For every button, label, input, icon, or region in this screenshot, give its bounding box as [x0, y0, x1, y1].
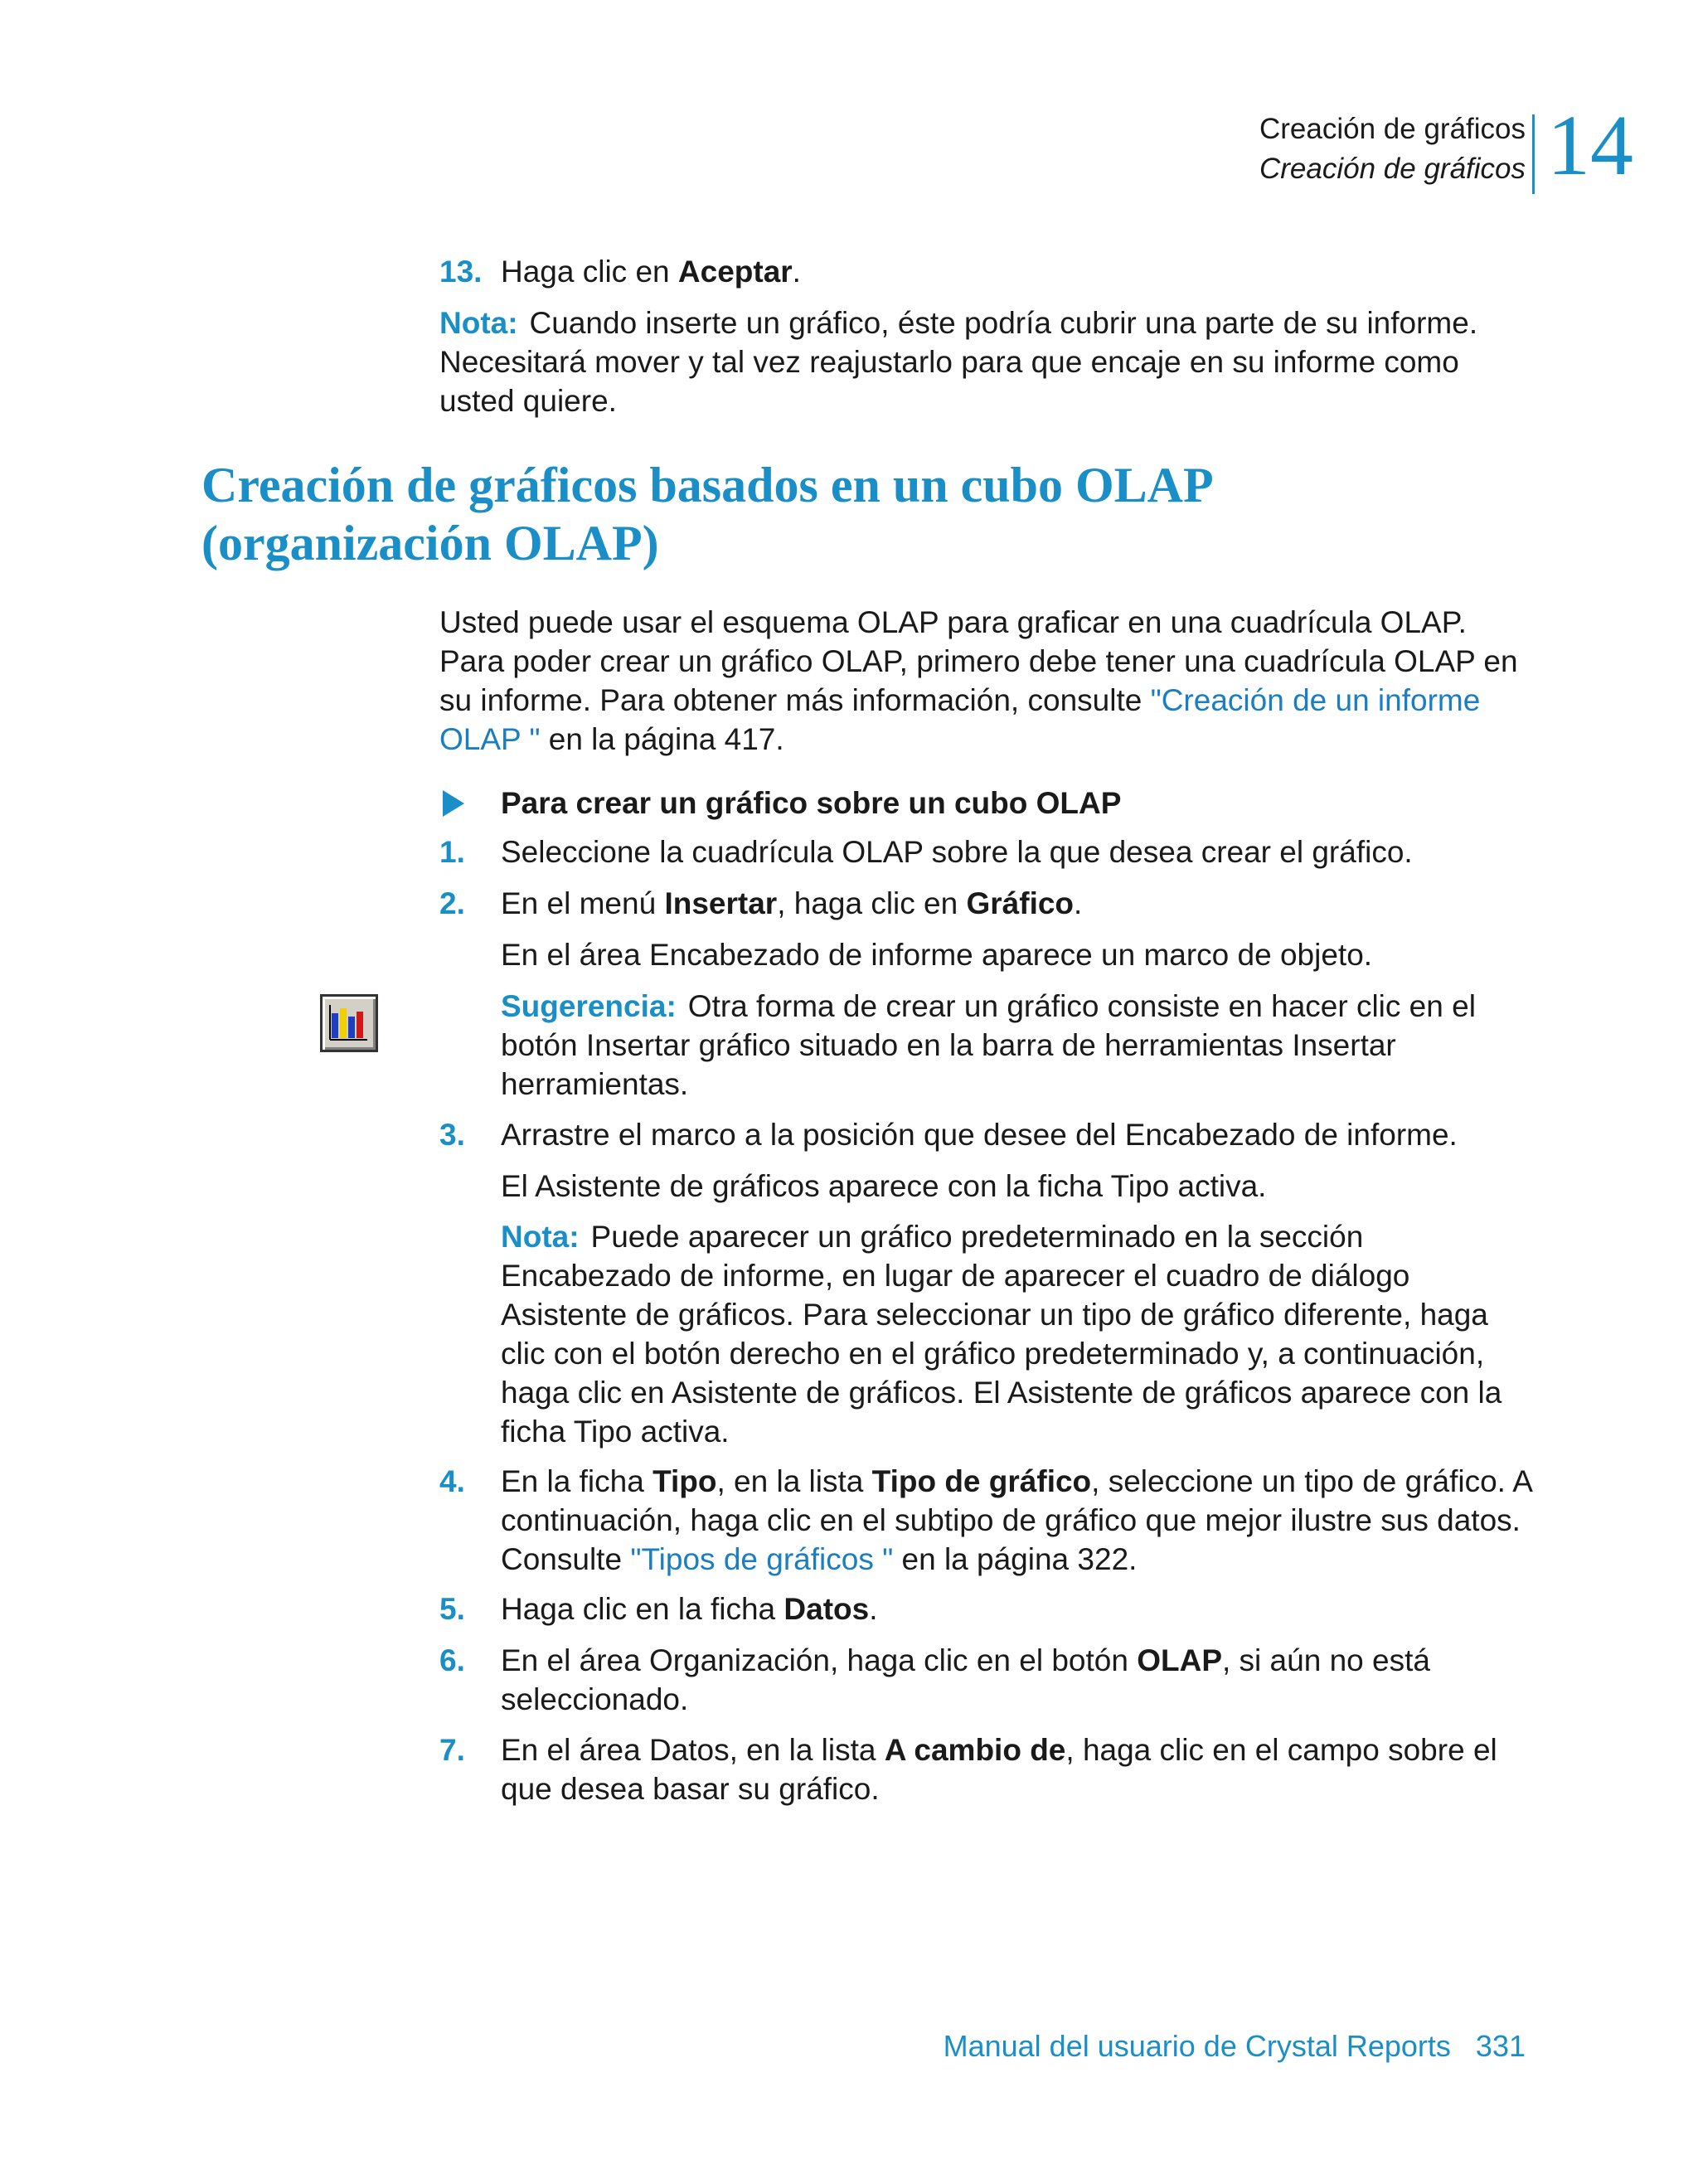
step-5-text: Haga clic en la ficha Datos. [501, 1592, 878, 1626]
chart-types-link[interactable]: "Tipos de gráficos " [630, 1542, 894, 1576]
step-13-number: 13. [439, 255, 483, 289]
step-7-text: En el área Datos, en la lista A cambio de, haga clic en el campo sobre el que desea basar su gráfico. [501, 1733, 1497, 1806]
running-header-section: Creación de gráficos [1259, 113, 1526, 145]
page-footer [944, 2026, 1526, 2066]
chapter-number: 14 [1547, 98, 1633, 193]
step-2-number: 2. [439, 886, 465, 920]
tip [501, 987, 1534, 1104]
procedure-title: Para crear un gráfico sobre un cubo OLAP [501, 786, 1122, 820]
step-13-text: Haga clic en Aceptar. [501, 255, 801, 289]
step-4-text: En la ficha Tipo, en la lista Tipo de gráfico, seleccione un tipo de gráfico. A continuación, haga clic en el subtipo de gráfico que mejor ilustre sus datos. Consulte "Tipos de gráficos " en la página 322. [501, 1464, 1531, 1576]
running-header [1259, 109, 1526, 189]
step-5-number: 5. [439, 1592, 465, 1626]
tip-label: Sugerencia: [501, 989, 677, 1023]
note-2 [501, 1217, 1534, 1451]
step-1-number: 1. [439, 835, 465, 869]
aceptar-label: Aceptar [677, 255, 793, 289]
note-1-text: Cuando inserte un gráfico, éste podría cubrir una parte de su informe. Necesitará mover y tal vez reajustarlo para que encaje en su informe como usted quiere. [439, 306, 1478, 418]
tip-text: Otra forma de crear un gráfico consiste en hacer clic en el botón Insertar gráfico situado en la barra de herramientas Insertar herramientas. [501, 989, 1476, 1101]
note-1 [439, 303, 1534, 420]
note-label: Nota: [439, 306, 518, 340]
step-3-text: Arrastre el marco a la posición que desee del Encabezado de informe. [501, 1118, 1458, 1152]
chapter-divider [1532, 114, 1535, 194]
olap-report-link[interactable]: "Creación de un informe OLAP " [439, 683, 1481, 756]
procedure-arrow-icon [443, 790, 464, 817]
step-7-number: 7. [439, 1733, 465, 1767]
running-header-subsection: Creación de gráficos [1259, 153, 1526, 185]
footer-title: Manual del usuario de Crystal Reports [943, 2029, 1451, 2063]
step-4-number: 4. [439, 1464, 465, 1498]
page-number: 331 [1475, 2029, 1526, 2063]
step-6-text: En el área Organización, haga clic en el botón OLAP, si aún no está seleccionado. [501, 1643, 1430, 1716]
note-2-text: Puede aparecer un gráfico predeterminado en la sección Encabezado de informe, en lugar de aparecer el cuadro de diálogo Asistente de gráficos. Para seleccionar un tipo de gráfico diferente, haga clic con el botón derecho en el gráfico predeterminado y, a continuación, haga clic en Asistente de gráficos. El Asistente de gráficos aparece con la ficha Tipo activa. [501, 1220, 1502, 1449]
insert-chart-glyph [323, 997, 376, 1050]
step-2-result: En el área Encabezado de informe aparece un marco de objeto. [501, 938, 1373, 972]
step-6-number: 6. [439, 1643, 465, 1677]
step-3-result: El Asistente de gráficos aparece con la ficha Tipo activa. [501, 1169, 1267, 1203]
intro-paragraph: Usted puede usar el esquema OLAP para graficar en una cuadrícula OLAP. Para poder crear un gráfico OLAP, primero debe tener una cuadrícula OLAP en su informe. Para obtener más información, consulte "Creación de un informe OLAP " en la página 417. [439, 605, 1518, 756]
note-label: Nota: [501, 1220, 580, 1254]
step-2-text: En el menú Insertar, haga clic en Gráfico. [501, 886, 1083, 920]
section-heading: Creación de gráficos basados en un cubo OLAP (organización OLAP) [201, 458, 1214, 570]
step-1-text: Seleccione la cuadrícula OLAP sobre la que desea crear el gráfico. [501, 835, 1413, 869]
insert-chart-icon [320, 994, 378, 1052]
step-3-number: 3. [439, 1118, 465, 1152]
